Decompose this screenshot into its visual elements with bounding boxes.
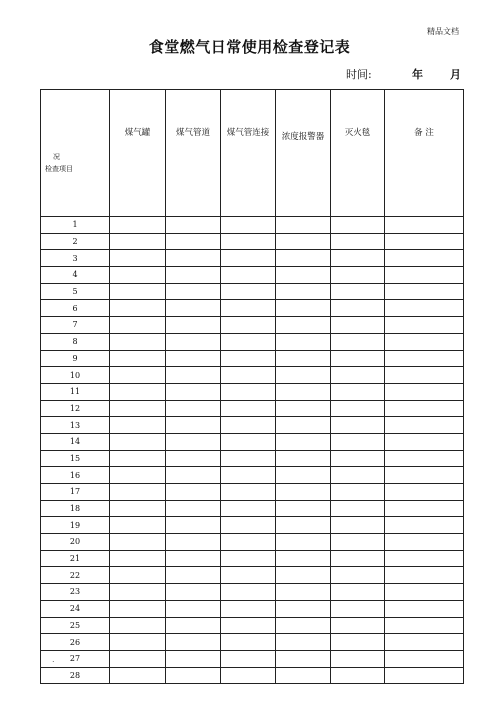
entry-cell[interactable] bbox=[276, 317, 331, 334]
column-header-gas-alarm: 浓度报警器 bbox=[276, 90, 331, 217]
entry-cell[interactable] bbox=[385, 550, 464, 567]
entry-cell[interactable] bbox=[331, 267, 385, 284]
entry-cell[interactable] bbox=[331, 233, 385, 250]
table-row bbox=[41, 433, 464, 450]
entry-cell[interactable] bbox=[221, 617, 276, 634]
entry-cell[interactable] bbox=[221, 600, 276, 617]
table-row bbox=[41, 550, 464, 567]
entry-cell[interactable] bbox=[276, 283, 331, 300]
table-row bbox=[41, 300, 464, 317]
entry-cell[interactable] bbox=[221, 350, 276, 367]
entry-cell[interactable] bbox=[276, 417, 331, 434]
entry-cell[interactable] bbox=[331, 484, 385, 501]
row-number: 25 bbox=[41, 617, 110, 634]
entry-cell[interactable] bbox=[110, 500, 166, 517]
entry-cell[interactable] bbox=[385, 450, 464, 467]
entry-cell[interactable] bbox=[385, 267, 464, 284]
entry-cell[interactable] bbox=[110, 267, 166, 284]
entry-cell[interactable] bbox=[276, 617, 331, 634]
entry-cell[interactable] bbox=[166, 250, 221, 267]
entry-cell[interactable] bbox=[166, 600, 221, 617]
table-row bbox=[41, 534, 464, 551]
entry-cell[interactable] bbox=[221, 233, 276, 250]
entry-cell[interactable] bbox=[385, 333, 464, 350]
entry-cell[interactable] bbox=[166, 534, 221, 551]
table-row bbox=[41, 617, 464, 634]
entry-cell[interactable] bbox=[331, 467, 385, 484]
table-row bbox=[41, 500, 464, 517]
entry-cell[interactable] bbox=[221, 383, 276, 400]
footer-mark: . bbox=[52, 655, 55, 664]
entry-cell[interactable] bbox=[110, 634, 166, 651]
entry-cell[interactable] bbox=[166, 617, 221, 634]
row-number: 27 bbox=[41, 650, 110, 667]
entry-cell[interactable] bbox=[221, 467, 276, 484]
entry-cell[interactable] bbox=[331, 383, 385, 400]
entry-cell[interactable] bbox=[166, 550, 221, 567]
entry-cell[interactable] bbox=[110, 333, 166, 350]
entry-cell[interactable] bbox=[385, 250, 464, 267]
entry-cell[interactable] bbox=[385, 667, 464, 684]
entry-cell[interactable] bbox=[221, 300, 276, 317]
entry-cell[interactable] bbox=[331, 634, 385, 651]
table-row bbox=[41, 350, 464, 367]
header-row bbox=[41, 90, 464, 217]
table-row bbox=[41, 484, 464, 501]
entry-cell[interactable] bbox=[276, 433, 331, 450]
table-row bbox=[41, 567, 464, 584]
entry-cell[interactable] bbox=[110, 600, 166, 617]
entry-cell[interactable] bbox=[276, 450, 331, 467]
entry-cell[interactable] bbox=[385, 400, 464, 417]
row-number: 12 bbox=[41, 400, 110, 417]
entry-cell[interactable] bbox=[110, 233, 166, 250]
entry-cell[interactable] bbox=[221, 250, 276, 267]
entry-cell[interactable] bbox=[276, 550, 331, 567]
column-header-pipe-connection: 煤气管连接 bbox=[221, 90, 276, 217]
entry-cell[interactable] bbox=[166, 383, 221, 400]
entry-cell[interactable] bbox=[385, 433, 464, 450]
entry-cell[interactable] bbox=[331, 433, 385, 450]
row-number: 14 bbox=[41, 433, 110, 450]
entry-cell[interactable] bbox=[166, 634, 221, 651]
entry-cell[interactable] bbox=[221, 500, 276, 517]
row-number: 6 bbox=[41, 300, 110, 317]
row-number: 2 bbox=[41, 233, 110, 250]
entry-cell[interactable] bbox=[110, 433, 166, 450]
entry-cell[interactable] bbox=[276, 667, 331, 684]
table-row bbox=[41, 333, 464, 350]
entry-cell[interactable] bbox=[166, 450, 221, 467]
entry-cell[interactable] bbox=[110, 350, 166, 367]
corner-bottom-label: 检查项目 bbox=[45, 165, 73, 173]
table-row bbox=[41, 450, 464, 467]
entry-cell[interactable] bbox=[110, 534, 166, 551]
entry-cell[interactable] bbox=[166, 317, 221, 334]
entry-cell[interactable] bbox=[110, 300, 166, 317]
entry-cell[interactable] bbox=[385, 467, 464, 484]
entry-cell[interactable] bbox=[110, 450, 166, 467]
month-label: 月 bbox=[450, 68, 461, 81]
row-number: 16 bbox=[41, 467, 110, 484]
entry-cell[interactable] bbox=[221, 450, 276, 467]
row-number: 7 bbox=[41, 317, 110, 334]
table-row bbox=[41, 217, 464, 234]
entry-cell[interactable] bbox=[331, 500, 385, 517]
entry-cell[interactable] bbox=[276, 350, 331, 367]
row-number: 22 bbox=[41, 567, 110, 584]
entry-cell[interactable] bbox=[110, 367, 166, 384]
table-row bbox=[41, 233, 464, 250]
entry-cell[interactable] bbox=[331, 534, 385, 551]
row-number: 21 bbox=[41, 550, 110, 567]
entry-cell[interactable] bbox=[221, 650, 276, 667]
table-row bbox=[41, 250, 464, 267]
entry-cell[interactable] bbox=[385, 417, 464, 434]
entry-cell[interactable] bbox=[331, 350, 385, 367]
table-row bbox=[41, 383, 464, 400]
entry-cell[interactable] bbox=[221, 634, 276, 651]
entry-cell[interactable] bbox=[385, 283, 464, 300]
entry-cell[interactable] bbox=[331, 584, 385, 601]
entry-cell[interactable] bbox=[166, 333, 221, 350]
entry-cell[interactable] bbox=[166, 300, 221, 317]
corner-header bbox=[41, 90, 110, 217]
inspection-table bbox=[40, 89, 464, 684]
entry-cell[interactable] bbox=[331, 317, 385, 334]
entry-cell[interactable] bbox=[221, 550, 276, 567]
entry-cell[interactable] bbox=[385, 300, 464, 317]
entry-cell[interactable] bbox=[385, 317, 464, 334]
row-number: 18 bbox=[41, 500, 110, 517]
time-label: 时间: bbox=[346, 68, 372, 81]
entry-cell[interactable] bbox=[166, 283, 221, 300]
entry-cell[interactable] bbox=[276, 217, 331, 234]
table-row bbox=[41, 317, 464, 334]
entry-cell[interactable] bbox=[166, 567, 221, 584]
table-row bbox=[41, 467, 464, 484]
entry-cell[interactable] bbox=[221, 667, 276, 684]
entry-cell[interactable] bbox=[276, 300, 331, 317]
entry-cell[interactable] bbox=[110, 283, 166, 300]
entry-cell[interactable] bbox=[331, 300, 385, 317]
row-number: 9 bbox=[41, 350, 110, 367]
entry-cell[interactable] bbox=[331, 567, 385, 584]
entry-cell[interactable] bbox=[385, 484, 464, 501]
entry-cell[interactable] bbox=[166, 233, 221, 250]
entry-cell[interactable] bbox=[110, 550, 166, 567]
entry-cell[interactable] bbox=[331, 550, 385, 567]
entry-cell[interactable] bbox=[221, 400, 276, 417]
entry-cell[interactable] bbox=[166, 267, 221, 284]
entry-cell[interactable] bbox=[221, 484, 276, 501]
entry-cell[interactable] bbox=[385, 233, 464, 250]
entry-cell[interactable] bbox=[385, 383, 464, 400]
row-number: 5 bbox=[41, 283, 110, 300]
entry-cell[interactable] bbox=[385, 500, 464, 517]
row-number: 26 bbox=[41, 634, 110, 651]
row-number: 28 bbox=[41, 667, 110, 684]
entry-cell[interactable] bbox=[110, 517, 166, 534]
table-row bbox=[41, 417, 464, 434]
entry-cell[interactable] bbox=[385, 217, 464, 234]
row-number: 20 bbox=[41, 534, 110, 551]
entry-cell[interactable] bbox=[331, 450, 385, 467]
entry-cell[interactable] bbox=[110, 667, 166, 684]
watermark-label: 精品文档 bbox=[427, 27, 459, 36]
entry-cell[interactable] bbox=[166, 417, 221, 434]
entry-cell[interactable] bbox=[276, 333, 331, 350]
entry-cell[interactable] bbox=[221, 534, 276, 551]
entry-cell[interactable] bbox=[331, 417, 385, 434]
table-row bbox=[41, 650, 464, 667]
row-number: 3 bbox=[41, 250, 110, 267]
row-number: 8 bbox=[41, 333, 110, 350]
entry-cell[interactable] bbox=[110, 567, 166, 584]
entry-cell[interactable] bbox=[166, 433, 221, 450]
entry-cell[interactable] bbox=[221, 267, 276, 284]
entry-cell[interactable] bbox=[331, 250, 385, 267]
entry-cell[interactable] bbox=[110, 417, 166, 434]
entry-cell[interactable] bbox=[166, 350, 221, 367]
entry-cell[interactable] bbox=[166, 517, 221, 534]
entry-cell[interactable] bbox=[110, 467, 166, 484]
entry-cell[interactable] bbox=[221, 283, 276, 300]
entry-cell[interactable] bbox=[166, 467, 221, 484]
entry-cell[interactable] bbox=[331, 617, 385, 634]
entry-cell[interactable] bbox=[221, 433, 276, 450]
entry-cell[interactable] bbox=[385, 584, 464, 601]
column-header-remarks: 备 注 bbox=[385, 90, 464, 217]
entry-cell[interactable] bbox=[276, 367, 331, 384]
row-number: 10 bbox=[41, 367, 110, 384]
table-row bbox=[41, 600, 464, 617]
entry-cell[interactable] bbox=[110, 250, 166, 267]
entry-cell[interactable] bbox=[166, 667, 221, 684]
entry-cell[interactable] bbox=[221, 567, 276, 584]
entry-cell[interactable] bbox=[276, 467, 331, 484]
row-number: 1 bbox=[41, 217, 110, 234]
corner-top-label: 况 bbox=[53, 153, 60, 161]
entry-cell[interactable] bbox=[110, 650, 166, 667]
entry-cell[interactable] bbox=[221, 367, 276, 384]
entry-cell[interactable] bbox=[166, 650, 221, 667]
entry-cell[interactable] bbox=[385, 600, 464, 617]
row-number: 24 bbox=[41, 600, 110, 617]
entry-cell[interactable] bbox=[221, 217, 276, 234]
entry-cell[interactable] bbox=[110, 383, 166, 400]
row-number: 13 bbox=[41, 417, 110, 434]
entry-cell[interactable] bbox=[331, 600, 385, 617]
entry-cell[interactable] bbox=[276, 517, 331, 534]
entry-cell[interactable] bbox=[166, 584, 221, 601]
entry-cell[interactable] bbox=[276, 584, 331, 601]
entry-cell[interactable] bbox=[331, 650, 385, 667]
entry-cell[interactable] bbox=[221, 584, 276, 601]
entry-cell[interactable] bbox=[385, 534, 464, 551]
entry-cell[interactable] bbox=[166, 367, 221, 384]
table-row bbox=[41, 367, 464, 384]
entry-cell[interactable] bbox=[276, 634, 331, 651]
table-row bbox=[41, 400, 464, 417]
row-number: 11 bbox=[41, 383, 110, 400]
entry-cell[interactable] bbox=[166, 484, 221, 501]
entry-cell[interactable] bbox=[276, 600, 331, 617]
row-number: 17 bbox=[41, 484, 110, 501]
entry-cell[interactable] bbox=[385, 567, 464, 584]
entry-cell[interactable] bbox=[110, 484, 166, 501]
column-header-gas-pipe: 煤气管道 bbox=[166, 90, 221, 217]
table-row bbox=[41, 584, 464, 601]
entry-cell[interactable] bbox=[331, 667, 385, 684]
entry-cell[interactable] bbox=[385, 517, 464, 534]
entry-cell[interactable] bbox=[221, 417, 276, 434]
year-label: 年 bbox=[412, 68, 423, 81]
entry-cell[interactable] bbox=[385, 650, 464, 667]
entry-cell[interactable] bbox=[276, 233, 331, 250]
entry-cell[interactable] bbox=[276, 400, 331, 417]
table-row bbox=[41, 517, 464, 534]
row-number: 4 bbox=[41, 267, 110, 284]
entry-cell[interactable] bbox=[331, 217, 385, 234]
entry-cell[interactable] bbox=[331, 333, 385, 350]
entry-cell[interactable] bbox=[276, 534, 331, 551]
entry-cell[interactable] bbox=[276, 500, 331, 517]
entry-cell[interactable] bbox=[385, 634, 464, 651]
entry-cell[interactable] bbox=[276, 383, 331, 400]
entry-cell[interactable] bbox=[276, 250, 331, 267]
row-number: 23 bbox=[41, 584, 110, 601]
entry-cell[interactable] bbox=[221, 317, 276, 334]
table-row bbox=[41, 667, 464, 684]
entry-cell[interactable] bbox=[276, 567, 331, 584]
entry-cell[interactable] bbox=[110, 617, 166, 634]
entry-cell[interactable] bbox=[110, 584, 166, 601]
entry-cell[interactable] bbox=[331, 517, 385, 534]
table-row bbox=[41, 283, 464, 300]
entry-cell[interactable] bbox=[385, 350, 464, 367]
entry-cell[interactable] bbox=[166, 500, 221, 517]
entry-cell[interactable] bbox=[276, 267, 331, 284]
table-row bbox=[41, 634, 464, 651]
entry-cell[interactable] bbox=[221, 333, 276, 350]
entry-cell[interactable] bbox=[110, 400, 166, 417]
page-title: 食堂燃气日常使用检查登记表 bbox=[148, 38, 351, 56]
entry-cell[interactable] bbox=[110, 317, 166, 334]
entry-cell[interactable] bbox=[166, 400, 221, 417]
row-number: 15 bbox=[41, 450, 110, 467]
entry-cell[interactable] bbox=[385, 617, 464, 634]
row-number: 19 bbox=[41, 517, 110, 534]
time-row bbox=[346, 66, 461, 82]
entry-cell[interactable] bbox=[221, 517, 276, 534]
entry-cell[interactable] bbox=[276, 650, 331, 667]
entry-cell[interactable] bbox=[276, 484, 331, 501]
entry-cell[interactable] bbox=[331, 283, 385, 300]
entry-cell[interactable] bbox=[331, 400, 385, 417]
table-row bbox=[41, 267, 464, 284]
entry-cell[interactable] bbox=[110, 217, 166, 234]
column-header-gas-tank: 煤气罐 bbox=[110, 90, 166, 217]
column-header-fire-blanket: 灭火毯 bbox=[331, 90, 385, 217]
entry-cell[interactable] bbox=[331, 367, 385, 384]
entry-cell[interactable] bbox=[166, 217, 221, 234]
entry-cell[interactable] bbox=[385, 367, 464, 384]
